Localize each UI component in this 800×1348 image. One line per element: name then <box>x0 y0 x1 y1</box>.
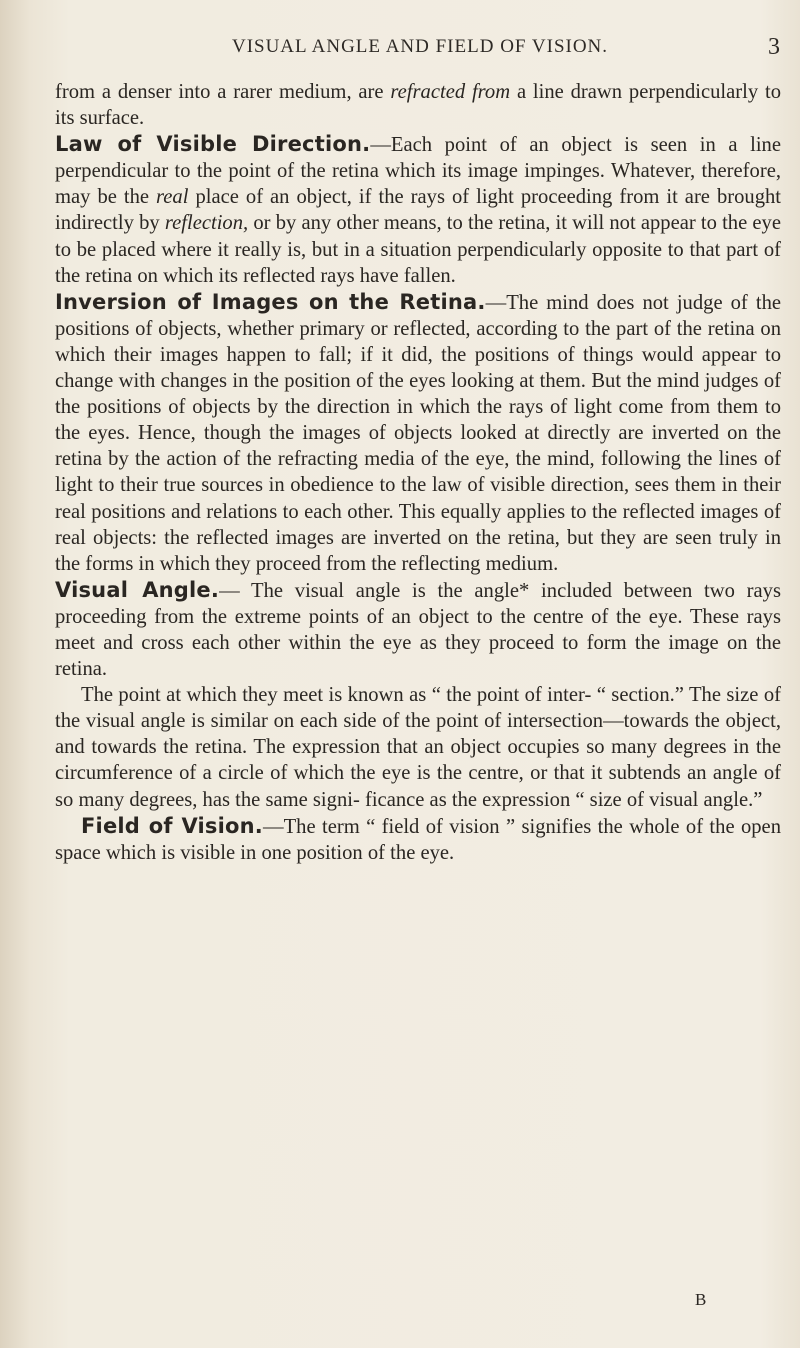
angle-paragraph-2: The point at which they meet is known as “ the point of inter- “ section.” The size of the visual angle is similar on each side of the point of intersection—towards the object, and towards the retina. The expression that an object occupies so many degrees in the circumference of a circle of which the eye is the centre, or that it subtends an angle of so many degrees, has the same signi- ficance as the expression “ size of visual angle.” <box>55 684 781 811</box>
direction-heading: Law of Visible Direction. <box>55 132 371 157</box>
body-text <box>55 79 781 866</box>
angle-paragraph <box>55 577 781 682</box>
field-text: —The term “ field of vision ” signifies the whole of the open space which is visible in one position of the eye. <box>55 815 781 864</box>
inversion-text: —The mind does not judge of the positions of objects, whether primary or reflected, according to the part of the retina on which their images happen to fall; if it did, the positions of things would appear to change with changes in the position of the eyes looking at them. But the mind judges of the positions of objects by the direction in which the rays of light come from them to the eyes. Hence, though the images of objects looked at directly are inverted on the retina by the action of the refracting media of the eye, the mind, following the lines of light to their true sources in obedience to the law of visible direction, sees them in their real positions and relations to each other. This equally applies to the reflected images of real objects: the reflected images are inverted on the retina, but they are seen truly in the forms in which they proceed from the reflecting medium. <box>55 291 782 575</box>
inversion-heading: Inversion of Images on the Retina. <box>55 289 486 314</box>
page-header <box>60 34 780 74</box>
inversion-paragraph <box>55 289 781 577</box>
intro-emphasis: refracted from <box>390 81 511 103</box>
angle-heading: Visual Angle. <box>55 577 220 602</box>
direction-paragraph <box>55 131 781 289</box>
direction-emphasis-reflection: reflection, <box>164 212 249 235</box>
direction-text-a: —Each point of an object is seen in a line perpendicular to the point of the retina which its image impinges. Whatever, therefore, may be the <box>55 134 781 209</box>
page-number: 3 <box>768 34 780 60</box>
signature-mark: B <box>695 1290 707 1309</box>
direction-text-b: place of an object, if the rays of light proceeding from it are brought indirectly by <box>55 186 782 235</box>
running-head: VISUAL ANGLE AND FIELD OF VISION. <box>231 36 609 57</box>
field-heading: Field of Vision. <box>81 813 263 838</box>
intro-text-a: from a denser into a rarer medium, are <box>55 81 391 103</box>
angle-text: — The visual angle is the angle* included between two rays proceeding from the extreme points of an object to the centre of the eye. These rays meet and cross each other within the eye as they proceed to form the image on the retina. <box>55 579 781 681</box>
direction-emphasis-real: real <box>156 186 189 209</box>
field-paragraph <box>55 813 781 866</box>
intro-paragraph <box>55 79 781 131</box>
intro-text-b: a line drawn perpendicularly to its surface. <box>55 81 781 130</box>
direction-text-c: or by any other means, to the retina, it will not appear to the eye to be placed where it really is, but in a situation perpendicularly opposite to that part of the retina on which its reflected rays have fallen. <box>55 212 781 287</box>
